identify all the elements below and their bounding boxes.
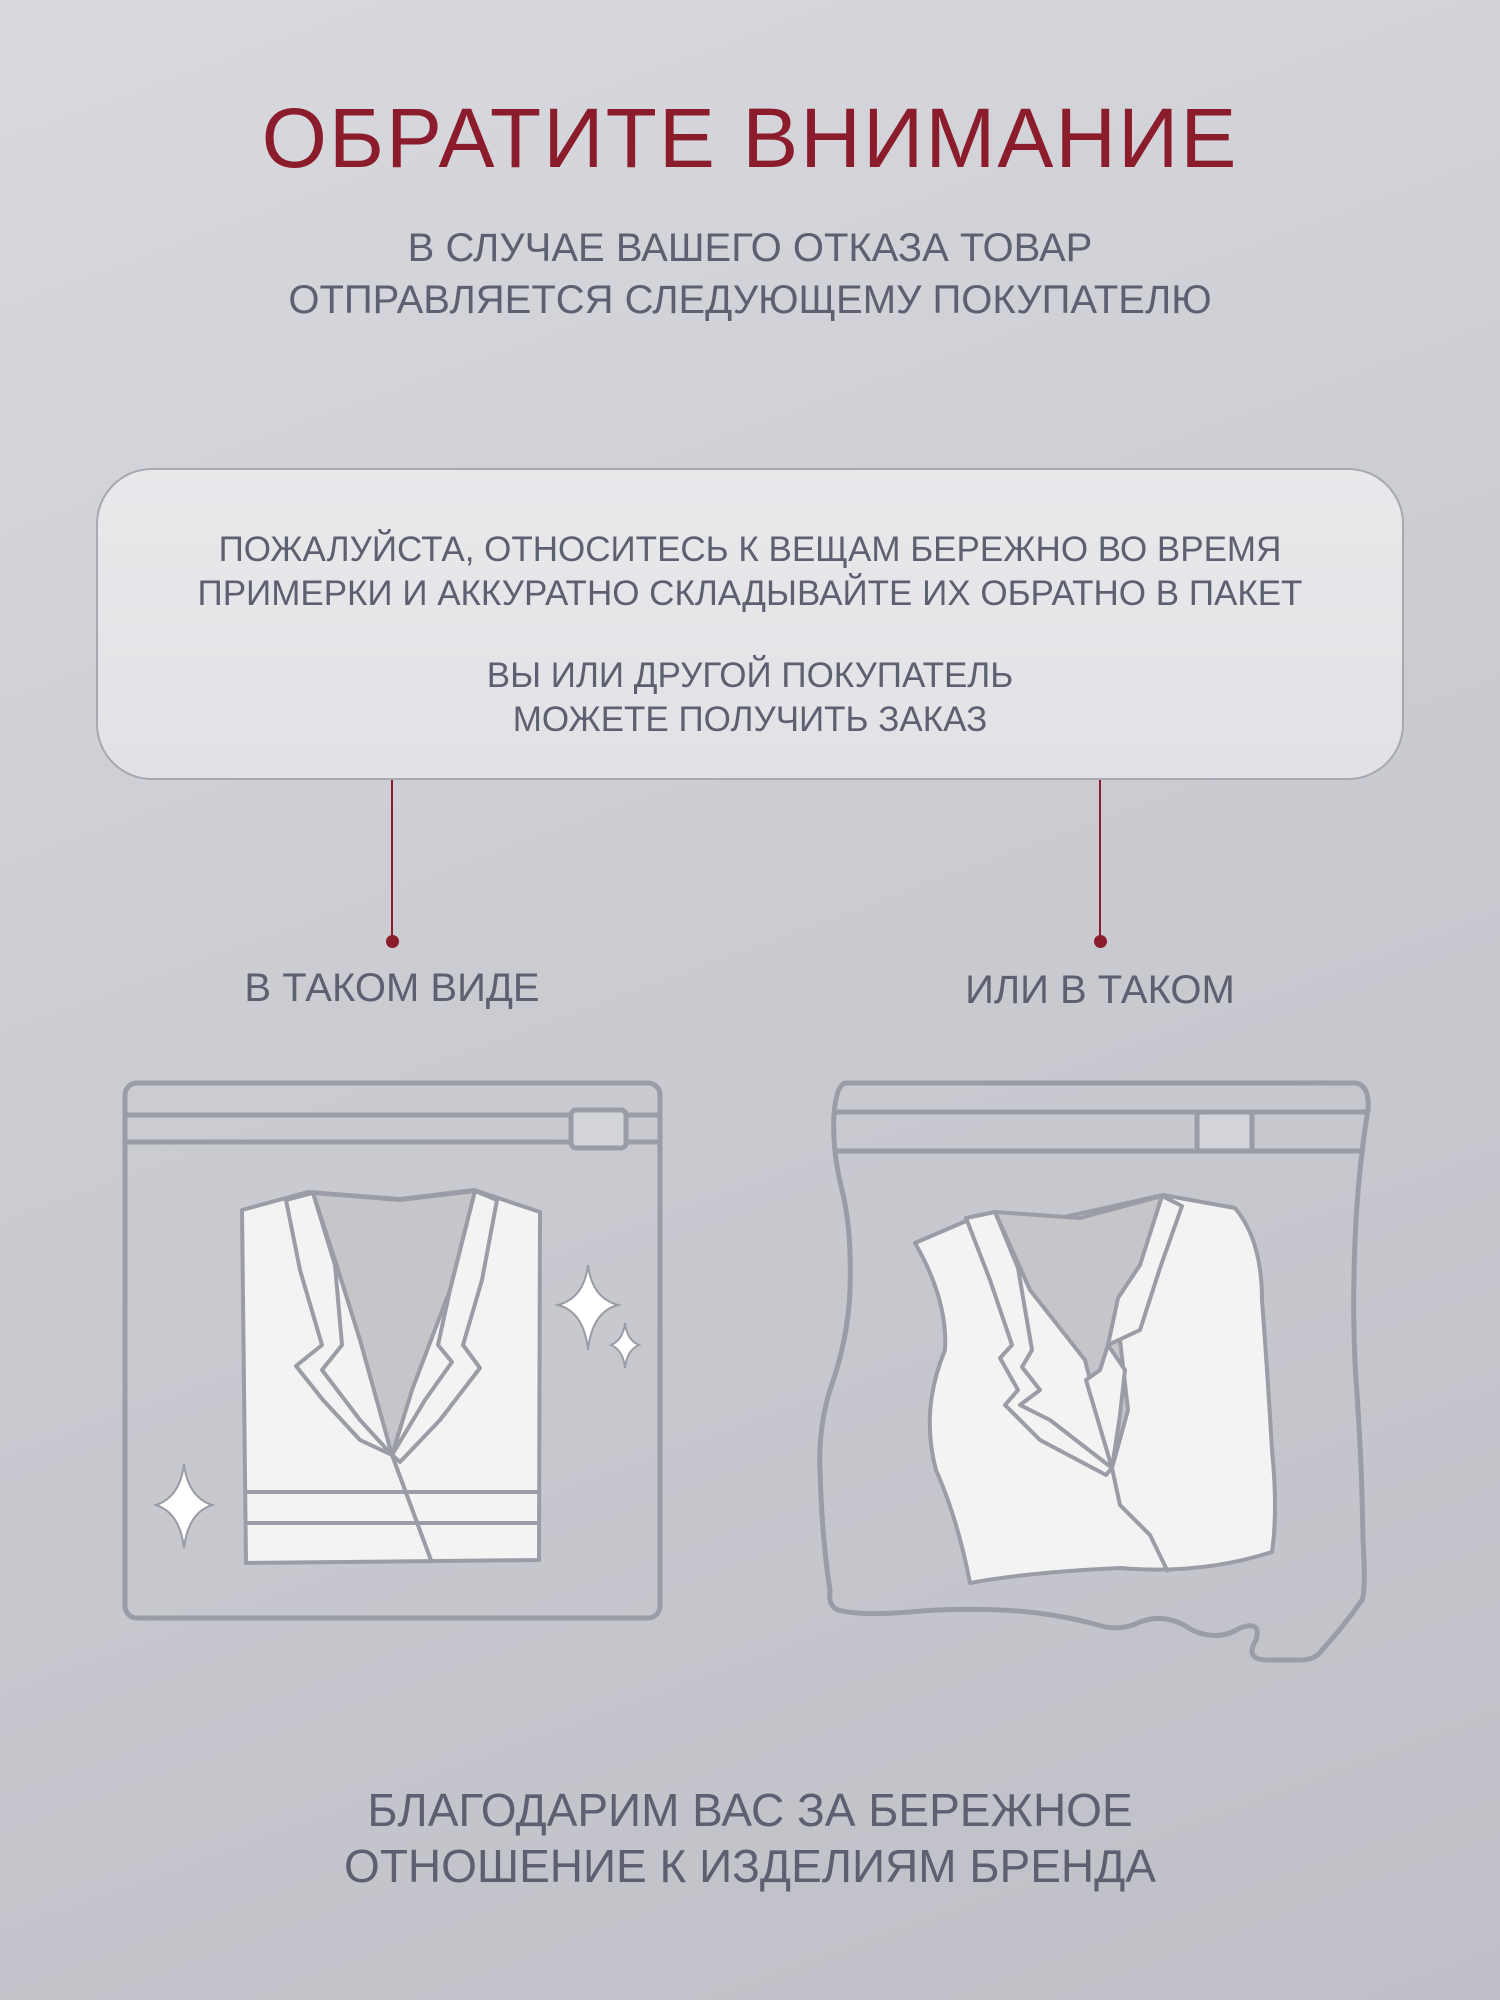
connector-line-left [391, 780, 393, 942]
crumpled-vest-icon [810, 1070, 1380, 1670]
sparkle-icon [611, 1323, 639, 1368]
bag-zip-slider [571, 1110, 626, 1148]
page-title: ОБРАТИТЕ ВНИМАНИЕ [261, 91, 1239, 185]
subtitle-line: ОТПРАВЛЯЕТСЯ СЛЕДУЮЩЕМУ ПОКУПАТЕЛЮ [288, 278, 1212, 322]
option-label-neat: В ТАКОМ ВИДЕ [244, 966, 540, 1010]
connector-line-right [1099, 780, 1101, 942]
notice-line: ПРИМЕРКИ И АККУРАТНО СКЛАДЫВАЙТЕ ИХ ОБРАТНО В ПАКЕТ [197, 574, 1303, 613]
bag-zip-slider [1197, 1112, 1252, 1151]
notice-paragraph-receive [98, 654, 1402, 742]
subtitle-line: В СЛУЧАЕ ВАШЕГО ОТКАЗА ТОВАР [407, 226, 1093, 270]
neatly-packed-vest-icon [118, 1070, 668, 1630]
notice-line: МОЖЕТЕ ПОЛУЧИТЬ ЗАКАЗ [512, 700, 988, 739]
connector-dot-left [386, 935, 399, 948]
notice-line: ВЫ ИЛИ ДРУГОЙ ПОКУПАТЕЛЬ [486, 656, 1014, 695]
footer-line: БЛАГОДАРИМ ВАС ЗА БЕРЕЖНОЕ [367, 1784, 1133, 1836]
thank-you-note [0, 1782, 1500, 1894]
option-label-crumpled: ИЛИ В ТАКОМ [965, 968, 1235, 1012]
footer-line: ОТНОШЕНИЕ К ИЗДЕЛИЯМ БРЕНДА [344, 1840, 1156, 1892]
notice-card [96, 468, 1404, 780]
sparkle-icon [558, 1265, 618, 1350]
page-subtitle [0, 222, 1500, 326]
notice-line: ПОЖАЛУЙСТА, ОТНОСИТЕСЬ К ВЕЩАМ БЕРЕЖНО ВО ВРЕМЯ [218, 530, 1282, 569]
notice-paragraph-care [98, 528, 1402, 616]
sparkle-icon [156, 1464, 212, 1548]
connector-dot-right [1094, 935, 1107, 948]
